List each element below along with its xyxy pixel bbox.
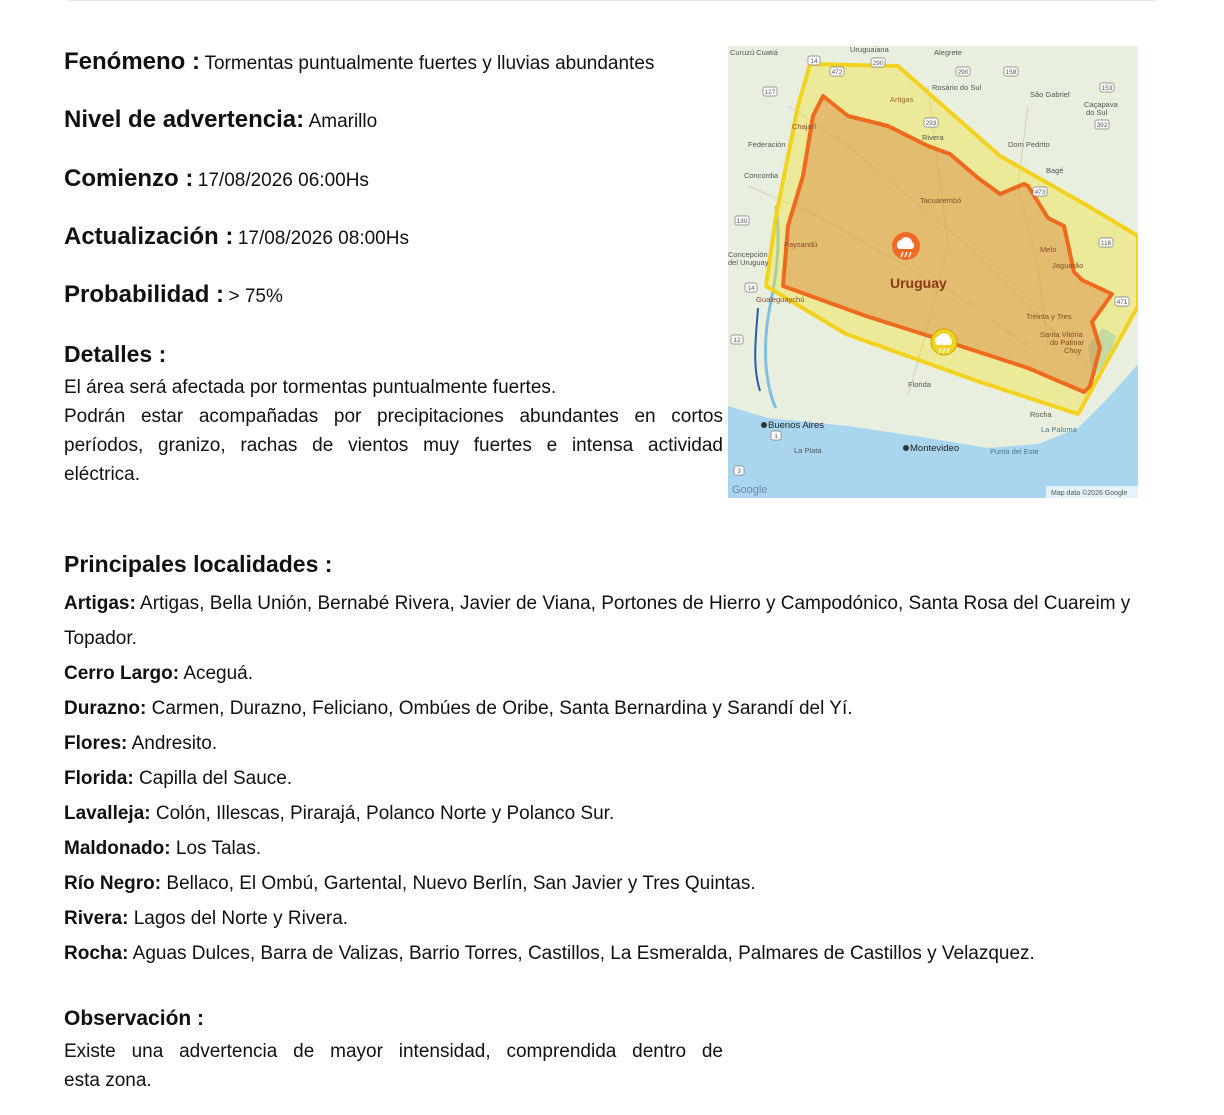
dept-name: Flores: xyxy=(64,733,128,754)
detalles-line: El área será afectada por tormentas puntualmente fuertes. xyxy=(64,377,557,398)
dept-places: Carmen, Durazno, Feliciano, Ombúes de Oribe, Santa Bernardina y Sarandí del Yí. xyxy=(151,698,853,719)
svg-text:116: 116 xyxy=(1100,240,1112,247)
svg-text:153: 153 xyxy=(1101,85,1113,92)
svg-text:1: 1 xyxy=(774,433,778,440)
map-label: Alegrete xyxy=(934,48,962,57)
svg-text:130: 130 xyxy=(736,218,748,225)
list-item xyxy=(64,726,1144,761)
map-label: Rosário do Sul xyxy=(932,83,982,92)
svg-text:290: 290 xyxy=(957,69,969,76)
map-country-label: Uruguay xyxy=(890,275,947,291)
svg-text:473: 473 xyxy=(1034,189,1046,196)
detalles-text xyxy=(64,373,723,489)
map-label: Treinta y Tres xyxy=(1026,312,1072,321)
yellow-storm-marker xyxy=(931,329,957,355)
list-item xyxy=(64,831,1144,866)
map-label: do Sul xyxy=(1086,108,1108,117)
svg-text:127: 127 xyxy=(764,89,776,96)
map-label: Punta del Este xyxy=(990,447,1039,456)
map-label: Tacuarembó xyxy=(920,196,962,205)
dept-places: Andresito. xyxy=(131,733,218,754)
list-item xyxy=(64,691,1144,726)
map-label: Florida xyxy=(908,380,931,389)
probabilidad-row xyxy=(64,281,283,309)
detalles-line: eléctrica. xyxy=(64,464,141,485)
comienzo-row xyxy=(64,165,369,193)
comienzo-label: Comienzo : xyxy=(64,165,194,192)
map-label: Artigas xyxy=(890,95,914,104)
svg-text:293: 293 xyxy=(925,120,937,127)
map-label: São Gabriel xyxy=(1030,90,1070,99)
list-item xyxy=(64,901,1144,936)
dept-name: Lavalleja: xyxy=(64,803,151,824)
map-label: del Uruguay xyxy=(728,258,769,267)
map-label: Santa Vitória xyxy=(1040,330,1083,339)
orange-storm-marker xyxy=(892,232,920,260)
dept-places: Bellaco, El Ombú, Gartental, Nuevo Berlín, San Javier y Tres Quintas. xyxy=(166,873,756,894)
svg-text:3: 3 xyxy=(737,468,741,475)
dept-name: Rocha: xyxy=(64,943,129,964)
map-label: Curuzú Cuatiá xyxy=(730,48,778,57)
map-label: do Palmar xyxy=(1050,338,1085,347)
localidades-title: Principales localidades : xyxy=(64,551,333,577)
nivel-row xyxy=(64,106,377,134)
dept-places: Capilla del Sauce. xyxy=(138,768,293,789)
svg-text:158: 158 xyxy=(1005,69,1017,76)
dept-name: Florida: xyxy=(64,768,134,789)
actualizacion-value: 17/08/2026 08:00Hs xyxy=(237,228,409,249)
svg-text:290: 290 xyxy=(872,60,884,67)
map-label: Melo xyxy=(1040,245,1057,254)
dept-places: Aguas Dulces, Barra de Valizas, Barrio Torres, Castillos, La Esmeralda, Palmares de Castillos y Velazquez. xyxy=(132,943,1035,964)
list-item xyxy=(64,761,1144,796)
dept-places: Colón, Illescas, Pirarajá, Polanco Norte y Polanco Sur. xyxy=(155,803,615,824)
comienzo-value: 17/08/2026 06:00Hs xyxy=(197,170,369,191)
dept-places: Artigas, Bella Unión, Bernabé Rivera, Javier de Viana, Portones de Hierro y Campodónico, Santa Rosa del Cuareim y Topador. xyxy=(64,593,1131,649)
observacion-line: esta zona. xyxy=(64,1070,152,1091)
actualizacion-row xyxy=(64,223,409,251)
map-label: Concepción xyxy=(728,250,768,259)
fenomeno-row xyxy=(64,48,654,76)
map-label: Buenos Aires xyxy=(768,420,824,431)
map-label: Federación xyxy=(748,140,786,149)
probabilidad-label: Probabilidad : xyxy=(64,281,225,308)
map-label: Chajarí xyxy=(792,122,817,131)
list-item xyxy=(64,656,1144,691)
dept-name: Maldonado: xyxy=(64,838,171,859)
map-label: Bagé xyxy=(1046,166,1064,175)
svg-text:471: 471 xyxy=(1116,299,1128,306)
fenomeno-label: Fenómeno : xyxy=(64,48,200,75)
localidades-list xyxy=(64,586,1144,971)
map-label: Montevideo xyxy=(910,443,960,454)
dept-places: Los Talas. xyxy=(175,838,262,859)
actualizacion-label: Actualización : xyxy=(64,223,234,250)
detalles-line: Podrán estar acompañadas por precipitaciones abundantes en cortos xyxy=(64,406,723,427)
list-item xyxy=(64,936,1144,971)
map-label: Gualeguaychú xyxy=(756,295,805,304)
observacion-title: Observación : xyxy=(64,1007,205,1030)
dept-name: Río Negro: xyxy=(64,873,162,894)
detalles-title: Detalles : xyxy=(64,341,167,367)
list-item xyxy=(64,796,1144,831)
svg-text:14: 14 xyxy=(747,285,755,292)
map-label: Paysandú xyxy=(784,240,818,249)
dept-name: Rivera: xyxy=(64,908,129,929)
dept-name: Artigas: xyxy=(64,593,136,614)
probabilidad-value: > 75% xyxy=(228,286,283,307)
svg-text:14: 14 xyxy=(810,58,818,65)
observacion-text xyxy=(64,1037,723,1095)
dept-name: Durazno: xyxy=(64,698,147,719)
map-label: La Plata xyxy=(794,446,822,455)
svg-text:392: 392 xyxy=(1096,122,1108,129)
map-label: Dom Pedrito xyxy=(1008,140,1050,149)
list-item xyxy=(64,586,1144,656)
fenomeno-value: Tormentas puntualmente fuertes y lluvias abundantes xyxy=(204,53,655,74)
map-label: Chuy xyxy=(1064,346,1082,355)
observacion-line: Existe una advertencia de mayor intensidad, comprendida dentro de xyxy=(64,1041,723,1062)
warning-map[interactable] xyxy=(728,46,1138,498)
svg-text:472: 472 xyxy=(831,69,843,76)
top-divider xyxy=(68,0,1156,1)
map-label: La Paloma xyxy=(1041,425,1077,434)
map-label: Uruguaiana xyxy=(850,46,889,54)
map-label: Jaguarão xyxy=(1052,261,1084,270)
dept-places: Lagos del Norte y Rivera. xyxy=(133,908,349,929)
google-logo: Google xyxy=(732,484,768,496)
map-label: Rocha xyxy=(1030,410,1052,419)
list-item xyxy=(64,866,1144,901)
map-label: Concordia xyxy=(744,171,779,180)
map-label: Rivera xyxy=(922,133,944,142)
nivel-value: Amarillo xyxy=(308,111,378,132)
nivel-label: Nivel de advertencia: xyxy=(64,106,305,133)
dept-name: Cerro Largo: xyxy=(64,663,180,684)
map-attribution: Map data ©2026 Google xyxy=(1051,490,1128,497)
map-label: Caçapava xyxy=(1084,100,1118,109)
detalles-line: períodos, granizo, rachas de vientos muy fuertes e intensa actividad xyxy=(64,435,723,456)
svg-text:12: 12 xyxy=(733,337,741,344)
dept-places: Aceguá. xyxy=(183,663,254,684)
